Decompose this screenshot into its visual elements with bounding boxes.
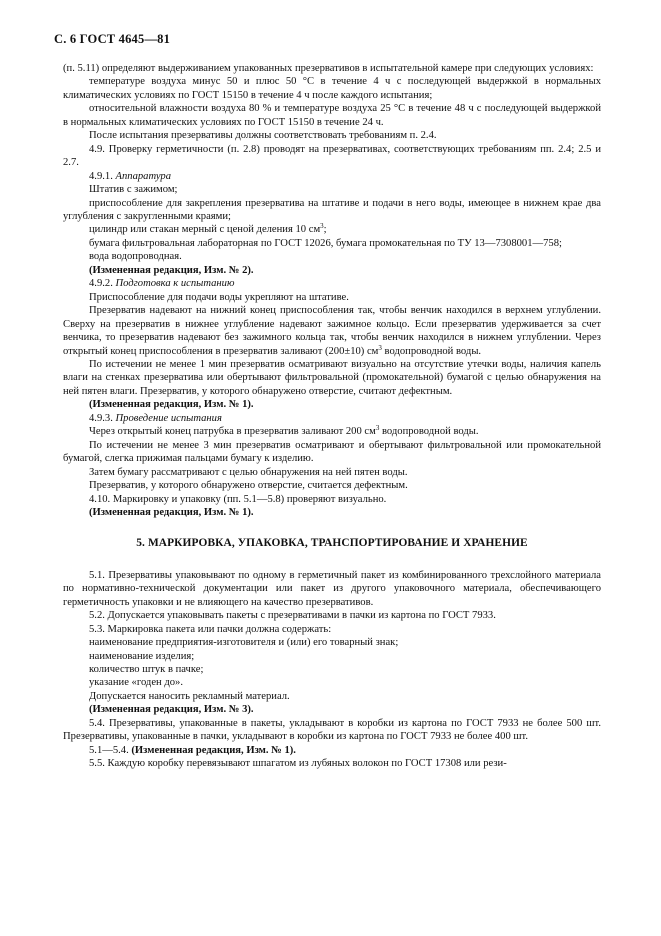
paragraph-text: Допускается наносить рекламный материал. (89, 690, 290, 702)
paragraph (63, 479, 601, 492)
paragraph-text: указание «годен до». (89, 677, 183, 689)
paragraph-text: Штатив с зажимом; (89, 184, 178, 196)
paragraph (63, 277, 601, 290)
paragraph-text: Проведение испытания (115, 412, 222, 424)
clause-number: 4.9.1. (89, 170, 113, 182)
paragraph-text: наименование предприятия-изготовителя и (или) его товарный знак; (89, 637, 399, 649)
text-block-section-4 (63, 62, 601, 519)
paragraph (63, 291, 601, 304)
paragraph (63, 129, 601, 142)
paragraph-text: После испытания презервативы должны соответствовать требованиям п. 2.4. (89, 130, 437, 142)
paragraph-text-tail: ; (323, 224, 327, 236)
paragraph (63, 757, 601, 770)
paragraph (63, 264, 601, 277)
paragraph-text: (Измененная редакция, Изм. № 1). (89, 399, 254, 411)
paragraph (63, 690, 601, 703)
paragraph (63, 197, 601, 224)
paragraph (63, 744, 601, 757)
paragraph-text: приспособление для закрепления презерватива на штативе и подачи в него воды, имеющее в нижнем крае два углубления с закругленными краями; (63, 197, 601, 222)
paragraph-text: относительной влажности воздуха 80 % и температуре воздуха 25 °С в течение 48 ч с последующей выдержкой в нормальных климатических условиях по ГОСТ 15150 в течение 24 ч. (63, 103, 601, 128)
paragraph-text: бумага фильтровальная лабораторная по ГОСТ 12026, бумага промокательная по ТУ 13—7308001—758; (89, 237, 562, 249)
text-block-section-5 (63, 569, 601, 771)
paragraph (63, 304, 601, 358)
section-heading: 5. МАРКИРОВКА, УПАКОВКА, ТРАНСПОРТИРОВАНИЕ И ХРАНЕНИЕ (136, 537, 528, 550)
paragraph (63, 569, 601, 609)
paragraph (63, 412, 601, 425)
paragraph (63, 223, 601, 236)
page-header: С. 6 ГОСТ 4645—81 (54, 32, 171, 46)
paragraph-text: 5.5. Каждую коробку перевязывают шпагатом из лубяных волокон по ГОСТ 17308 или рези- (89, 758, 507, 770)
paragraph-text: Через открытый конец патрубка в презерватив заливают 200 см (89, 426, 376, 438)
paragraph (63, 75, 601, 102)
paragraph-text: По истечении не менее 3 мин презерватив осматривают и обертывают фильтровальной или промокательной бумагой, слегка прижимая пальцами бумагу к изделию. (63, 439, 601, 465)
paragraph-text: наименование изделия; (89, 650, 195, 662)
paragraph (63, 676, 601, 689)
paragraph (63, 466, 601, 479)
paragraph-text-tail: водопроводной воды. (379, 426, 479, 438)
paragraph-text: (Измененная редакция, Изм. № 1). (131, 744, 296, 756)
paragraph (63, 62, 601, 75)
paragraph (63, 650, 601, 663)
paragraph-text: (Измененная редакция, Изм. № 1). (89, 506, 254, 518)
paragraph (63, 398, 601, 411)
paragraph (63, 493, 601, 506)
clause-number: 4.9.2. (89, 278, 113, 290)
paragraph-text: (п. 5.11) определяют выдерживанием упакованных презервативов в испытательной камере при следующих условиях: (63, 63, 594, 74)
paragraph-text-tail: водопроводной воды. (381, 345, 482, 357)
paragraph-text: 5.3. Маркировка пакета или пачки должна содержать: (89, 623, 332, 635)
paragraph (63, 143, 601, 170)
paragraph-text: По истечении не менее 1 мин презерватив осматривают визуально на отсутствие утечки воды, наличия капель влаги на стенках презерватива или обертывают фильтровальной (промокательной) бумагой с целью обнаружения на ней пятен влаги. Презерватив, у которого обнаружено отверстие, считают дефектным. (63, 358, 601, 397)
paragraph-text: 5.2. Допускается упаковывать пакеты с презервативами в пачки из картона по ГОСТ 7933. (89, 610, 496, 622)
paragraph (63, 703, 601, 716)
paragraph-text: цилиндр или стакан мерный с ценой деления 10 см (89, 224, 321, 236)
superscript: 3 (378, 343, 382, 352)
paragraph (63, 250, 601, 263)
paragraph-text: 4.9. Проверку герметичности (п. 2.8) проводят на презервативах, соответствующих требованиям пп. 2.4; 2.5 и 2.7. (63, 143, 601, 169)
clause-number: 4.9.3. (89, 412, 113, 424)
paragraph (63, 623, 601, 636)
paragraph (63, 237, 601, 250)
paragraph (63, 717, 601, 744)
paragraph-text: количество штук в пачке; (89, 664, 204, 676)
paragraph (63, 609, 601, 622)
paragraph-text: Приспособление для подачи воды укрепляют на штативе. (89, 291, 349, 303)
paragraph-text: температуре воздуха минус 50 и плюс 50 °С в течение 4 ч с последующей выдержкой в нормальных климатических условиях по ГОСТ 15150 в течение 4 ч после каждого испытания; (63, 76, 601, 101)
paragraph-text: Аппаратура (115, 170, 171, 182)
paragraph (63, 102, 601, 129)
paragraph (63, 506, 601, 519)
paragraph (63, 170, 601, 183)
superscript: 3 (375, 424, 380, 433)
clause-number: 5.1—5.4. (89, 744, 129, 756)
paragraph-text: 5.1. Презервативы упаковывают по одному в герметичный пакет из комбинированного трехслойного материала по нормативно-технической документации или пакет из другого упаковочного материала, обеспечивающего герметичность упаковки и не влияющего на качество презервативов. (63, 569, 601, 608)
paragraph (63, 183, 601, 196)
paragraph-text: 5.4. Презервативы, упакованные в пакеты, укладывают в коробки из картона по ГОСТ 7933 не более 500 шт. Презервативы, упакованные в пачки, укладывают в коробки из картона по ГОСТ 7933 не более 400 шт. (63, 717, 601, 743)
paragraph-text: Презерватив надевают на нижний конец приспособления так, чтобы венчик находился в верхнем углублении. Сверху на презерватив в нижнее углубление надевают зажимное кольцо. Если презерватив удерживается за счет венчика, то презерватив надевают без зажимного кольца так, чтобы венчик находился в нижнем углублении. Через открытый конец приспособления в презерватив заливают (200±10) см (63, 305, 601, 357)
paragraph (63, 439, 601, 466)
paragraph-text: (Измененная редакция, Изм. № 3). (89, 704, 254, 716)
paragraph-text: 4.10. Маркировку и упаковку (пп. 5.1—5.8) проверяют визуально. (89, 493, 387, 505)
superscript: 3 (320, 222, 324, 231)
paragraph-text: Затем бумагу рассматривают с целью обнаружения на ней пятен воды. (89, 466, 408, 478)
paragraph-text: Презерватив, у которого обнаружено отверстие, считается дефектным. (89, 480, 408, 492)
page-content (63, 62, 601, 771)
paragraph (63, 663, 601, 676)
paragraph-text: (Измененная редакция, Изм. № 2). (89, 264, 254, 276)
paragraph (63, 425, 601, 438)
paragraph (63, 358, 601, 398)
paragraph-text: вода водопроводная. (89, 251, 182, 263)
paragraph (63, 636, 601, 649)
paragraph-text: Подготовка к испытанию (115, 278, 235, 290)
